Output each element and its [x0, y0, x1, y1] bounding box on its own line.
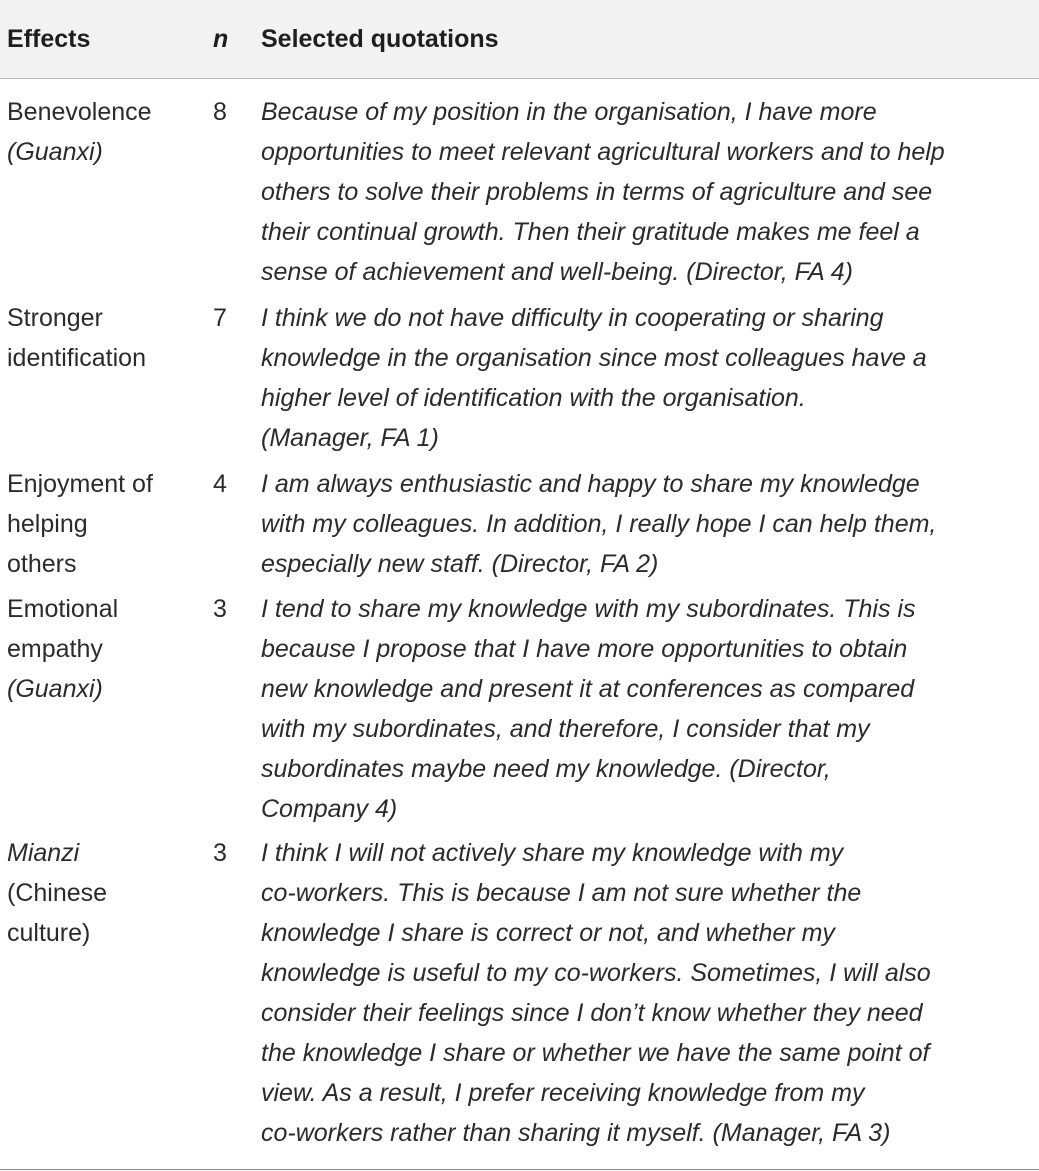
quote-line: with my subordinates, and therefore, I consider that my: [261, 715, 870, 743]
effect-cell: [7, 92, 197, 172]
effect-line: (Guanxi): [7, 675, 103, 703]
quotation-cell: [261, 298, 1033, 458]
quotation-cell: [261, 589, 1033, 829]
quotation-cell: [261, 464, 1033, 584]
effect-cell: [7, 464, 197, 584]
quote-line: the knowledge I share or whether we have the same point of: [261, 1039, 930, 1067]
quote-line: new knowledge and present it at conferences as compared: [261, 675, 915, 703]
header-effects: Effects: [7, 25, 91, 53]
quote-line: co-workers rather than sharing it myself. (Manager, FA 3): [261, 1119, 891, 1147]
table-header: [0, 0, 1039, 79]
quote-line: I am always enthusiastic and happy to share my knowledge: [261, 470, 920, 498]
effect-line: (Chinese: [7, 879, 108, 907]
quote-line: subordinates maybe need my knowledge. (Director,: [261, 755, 831, 783]
quote-line: Because of my position in the organisation, I have more: [261, 98, 877, 126]
effect-line: Benevolence: [7, 98, 152, 126]
header-n: n: [213, 25, 229, 53]
quote-line: Company 4): [261, 795, 398, 823]
effect-line: Stronger: [7, 304, 103, 332]
effect-line: helping: [7, 510, 88, 538]
quote-line: because I propose that I have more opportunities to obtain: [261, 635, 908, 663]
quote-line: higher level of identification with the organisation.: [261, 384, 806, 412]
n-cell: 7: [213, 304, 227, 332]
effect-cell: [7, 298, 197, 378]
effect-line: empathy: [7, 635, 103, 663]
effect-cell: [7, 833, 197, 953]
quote-line: opportunities to meet relevant agricultural workers and to help: [261, 138, 945, 166]
effect-cell: [7, 589, 197, 709]
effect-line: others: [7, 550, 77, 578]
quote-line: their continual growth. Then their gratitude makes me feel a: [261, 218, 920, 246]
n-cell: 4: [213, 470, 227, 498]
quote-line: others to solve their problems in terms of agriculture and see: [261, 178, 933, 206]
quote-line: view. As a result, I prefer receiving knowledge from my: [261, 1079, 865, 1107]
table-row: [0, 464, 1039, 589]
quote-line: knowledge I share is correct or not, and whether my: [261, 919, 835, 947]
quote-line: especially new staff. (Director, FA 2): [261, 550, 659, 578]
quote-line: knowledge in the organisation since most colleagues have a: [261, 344, 927, 372]
table-row: [0, 92, 1039, 298]
effect-line: Mianzi: [7, 839, 80, 867]
quotation-cell: [261, 92, 1033, 292]
table-row: [0, 833, 1039, 1153]
table-row: [0, 589, 1039, 833]
quote-line: consider their feelings since I don’t know whether they need: [261, 999, 923, 1027]
table-body: [0, 79, 1039, 1170]
n-cell: 3: [213, 595, 227, 623]
quote-line: knowledge is useful to my co-workers. Sometimes, I will also: [261, 959, 931, 987]
quote-line: (Manager, FA 1): [261, 424, 439, 452]
header-quotations: Selected quotations: [261, 25, 499, 53]
effect-line: identification: [7, 344, 146, 372]
n-cell: 8: [213, 98, 227, 126]
quote-line: co-workers. This is because I am not sure whether the: [261, 879, 862, 907]
quote-line: I think we do not have difficulty in cooperating or sharing: [261, 304, 884, 332]
quote-line: I tend to share my knowledge with my subordinates. This is: [261, 595, 916, 623]
effect-line: (Guanxi): [7, 138, 103, 166]
quote-line: with my colleagues. In addition, I really hope I can help them,: [261, 510, 937, 538]
effect-line: culture): [7, 919, 91, 947]
effect-line: Emotional: [7, 595, 119, 623]
quotation-cell: [261, 833, 1033, 1153]
quote-line: sense of achievement and well-being. (Director, FA 4): [261, 258, 853, 286]
effect-line: Enjoyment of: [7, 470, 153, 498]
quote-line: I think I will not actively share my knowledge with my: [261, 839, 844, 867]
table-row: [0, 298, 1039, 464]
n-cell: 3: [213, 839, 227, 867]
